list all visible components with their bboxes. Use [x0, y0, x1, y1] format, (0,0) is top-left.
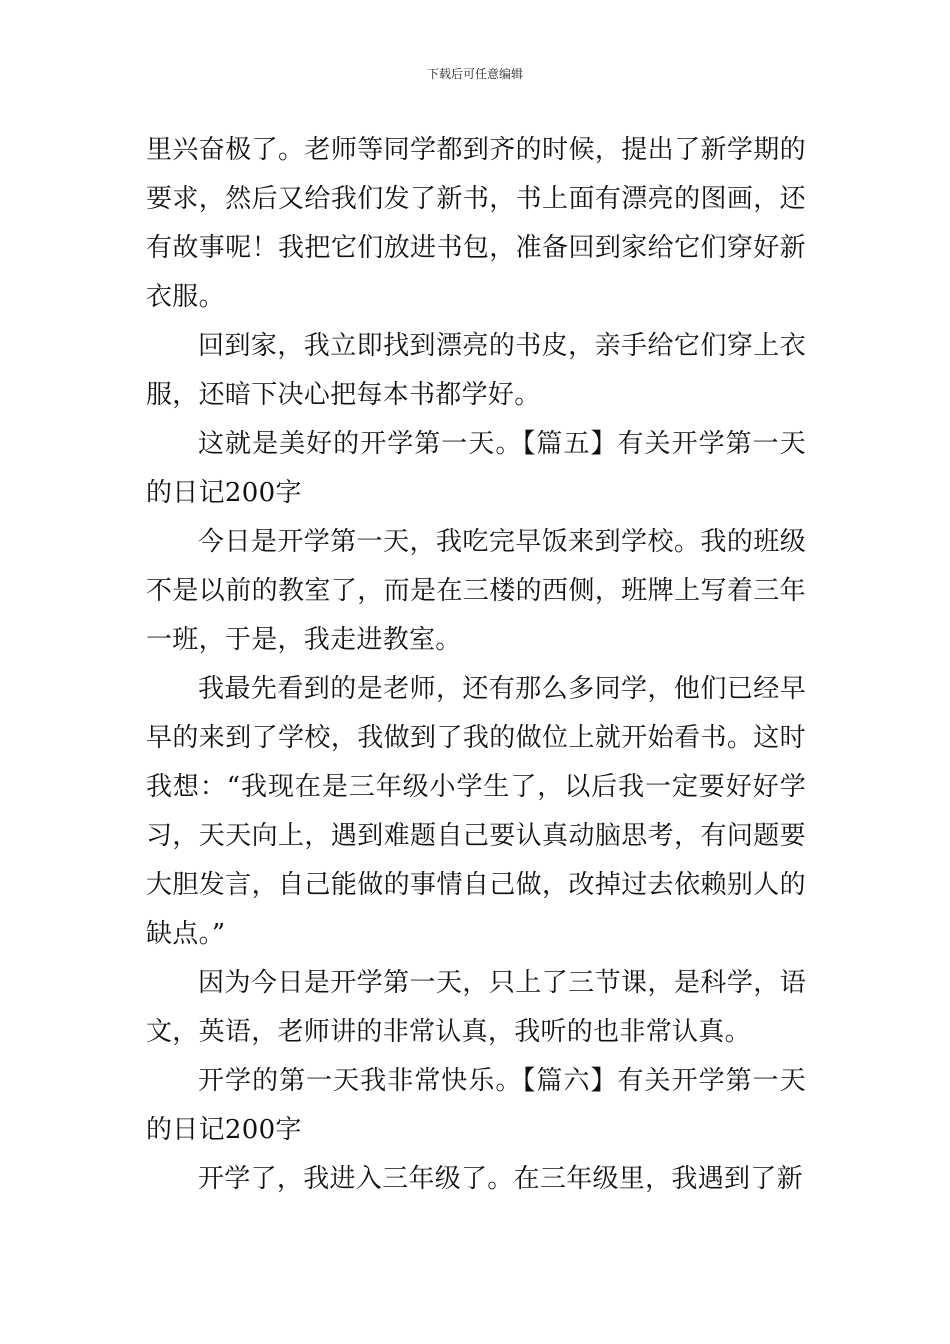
paragraph: 这就是美好的开学第一天。【篇五】有关开学第一天的日记200字 [146, 429, 806, 508]
paragraph: 开学的第一天我非常快乐。【篇六】有关开学第一天的日记200字 [146, 1066, 806, 1145]
page-header: 下载后可任意编辑 [426, 67, 523, 81]
document-body [146, 126, 806, 1204]
paragraph: 因为今日是开学第一天，只上了三节课，是科学，语文，英语，老师讲的非常认真，我听的也非常认真。 [146, 968, 806, 1047]
paragraph: 开学了，我进入三年级了。在三年级里，我遇到了新 [198, 1164, 803, 1194]
paragraph: 我最先看到的是老师，还有那么多同学，他们已经早早的来到了学校，我做到了我的做位上就开始看书。这时我想：“我现在是三年级小学生了，以后我一定要好好学习，天天向上，遇到难题自己要认真动脑思考，有问题要大胆发言，自己能做的事情自己做，改掉过去依赖别人的缺点。” [146, 674, 806, 949]
paragraph: 今日是开学第一天，我吃完早饭来到学校。我的班级不是以前的教室了，而是在三楼的西侧，班牌上写着三年一班，于是，我走进教室。 [146, 527, 806, 655]
paragraph: 回到家，我立即找到漂亮的书皮，亲手给它们穿上衣服，还暗下决心把每本书都学好。 [146, 331, 806, 410]
paragraph: 里兴奋极了。老师等同学都到齐的时候，提出了新学期的要求，然后又给我们发了新书，书上面有漂亮的图画，还有故事呢！我把它们放进书包，准备回到家给它们穿好新衣服。 [146, 135, 806, 312]
